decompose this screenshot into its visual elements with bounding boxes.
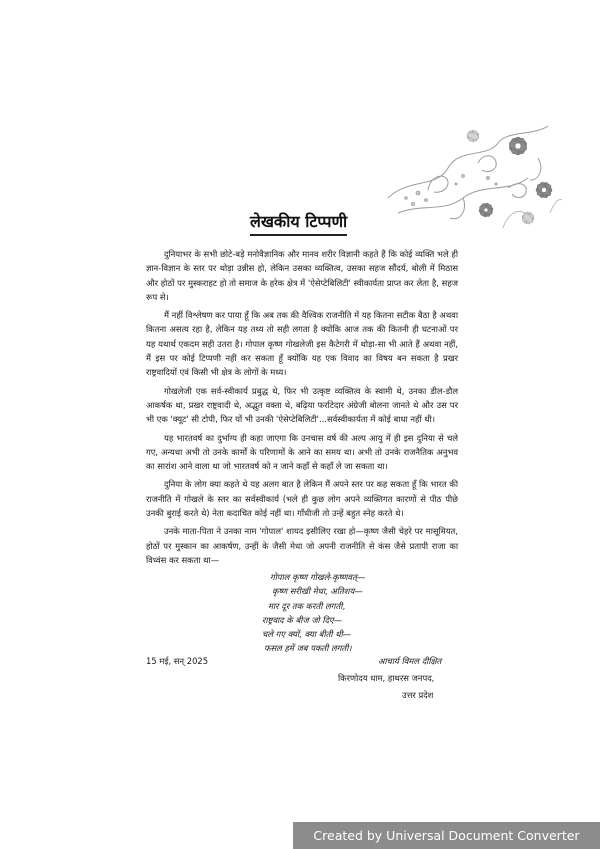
converter-watermark: Created by Universal Document Converter: [293, 822, 600, 849]
date: 15 मई, सन् 2025: [146, 656, 209, 666]
author-address: किरणोदय धाम, हाथरस जनपद,: [338, 673, 435, 683]
paragraph: गोखलेजी एक सर्व-स्वीकार्य प्रबुद्ध थे, फिर भी उत्कृष्ट व्यक्तित्व के स्वामी थे, उनका डील-डौल आकर्षक था, प्रखर राष्ट्रवादी थे, अद्भुत वक्ता थे, बढ़िया फर्राटेदार अंग्रेजी बोलना जानते थे और उस पर भी एक 'क्यूट' सी टोपी, फिर यों भी उनकी 'ऐसेप्टेबिलिटी'...सर्वस्वीकार्यता में कोई बाधा नहीं थी।: [146, 385, 458, 425]
paragraph: उनके माता-पिता ने उनका नाम 'गोपाल' शायद इसीलिए रखा हो—कृष्ण जैसी चेहरे पर मासूमियत, होठों पर मुस्कान का आकर्षण, उन्हीं के जैसी मेधा जो अपनी राजनीति से कंस जैसे प्रतापी राजा का विध्वंस कर सकता था—: [146, 526, 458, 565]
paragraph: मैं नहीं विश्लेषण कर पाया हूँ कि अब तक की वैश्विक राजनीति में यह कितना सटीक बैठा है अथवा कितना असत्य रहा है, लेकिन यह तथ्य तो सही लगता है क्योंकि आज तक की कितनी ही घटनाओं पर यह यथार्थ एकदम सही उतरा है। गोपाल कृष्ण गोखलेजी इस कैटेगरी में थोड़ा-सा भी आते हैं अथवा नहीं, मैं इस पर कोई टिप्पणी नहीं कर सकता हूँ क्योंकि यह एक विवाद का विषय बन सकता है प्रखर राष्ट्रवादियों एवं किसी भी क्षेत्र के लोगों के मध्य।: [146, 310, 458, 378]
poem-line: मार दूर तक करती लगती,: [268, 600, 346, 611]
poem: [262, 570, 462, 656]
paragraph: दुनियाभर के सभी छोटे-बड़े मनोवैज्ञानिक और मानव शरीर विज्ञानी कहते हैं कि कोई व्यक्ति भले ही ज्ञान-विज्ञान के स्तर पर थोड़ा उन्नीस हो, लेकिन उसका व्यक्तित्व, उसका सहज सौंदर्य, बोली में मिठास और होठों पर मुस्कराहट हो तो समाज के हरेक क्षेत्र में 'ऐसेप्टेबिलिटी' स्वीकार्यता प्राप्त कर लेता है, सहज रूप से।: [146, 249, 458, 302]
page-title: लेखकीय टिप्पणी: [250, 210, 347, 236]
body-text: [146, 247, 458, 571]
author-name: आचार्य विमल दीक्षित: [378, 656, 442, 666]
poem-line: चले गए क्यों, क्या बीती थी—: [262, 629, 352, 640]
poem-line: गोपाल कृष्ण गोखले-कृष्णवत्—: [270, 572, 366, 582]
poem-line: कृष्ण सरीखी मेधा, अतिशय—: [272, 586, 363, 597]
poem-line: राष्ट्रवाद के बीज जो दिए—: [262, 614, 343, 625]
paragraph: यह भारतवर्ष का दुर्भाग्य ही कहा जाएगा कि उनचास वर्ष की अल्प आयु में ही इस दुनिया से चले गए, अन्यथा अभी तो उनके कार्मों के परिणामों के आने का समय था। अभी तो उनके राजनैतिक अनुभव का सारांश आने वाला था जो भारतवर्ष को न जाने कहाँ से कहाँ ले जा सकता था।: [146, 432, 458, 472]
floral-ornament-icon: [368, 118, 564, 238]
paragraph: दुनिया के लोग क्या कहते थे यह अलग बात है लेकिन मैं अपने स्तर पर कह सकता हूँ कि भारत की राजनीति में गोखले के स्तर का सर्वस्वीकार्य (भले ही कुछ लोग अपने व्यक्तिगत कारणों से पीठ पीछे उनकी बुराई करते थे) नेता कदाचित कोई नहीं था। गाँधीजी तो उन्हें बहुत स्नेह करते थे।: [146, 479, 458, 519]
author-state: उत्तर प्रदेश: [402, 690, 434, 700]
poem-line: फसल हमें जब पकती लगती।: [264, 643, 352, 654]
